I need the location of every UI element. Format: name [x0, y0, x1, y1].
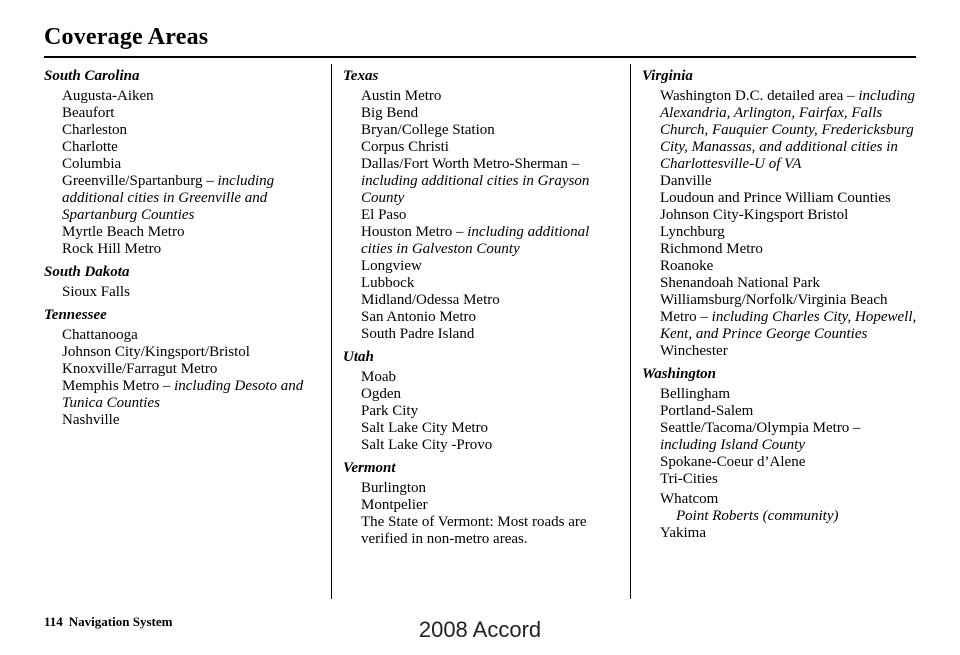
area-name: Rock Hill Metro [62, 241, 162, 257]
area-name: Augusta-Aiken [62, 88, 154, 104]
area-name: Yakima [660, 525, 706, 541]
coverage-area [343, 386, 621, 403]
coverage-area [44, 241, 322, 258]
coverage-area [343, 326, 621, 343]
area-name: Charleston [62, 122, 127, 138]
area-name: Whatcom [660, 491, 719, 507]
area-name: Williamsburg/Norfolk/Virginia Beach Metro – [660, 292, 888, 325]
coverage-area [642, 471, 920, 488]
area-note: including Alexandria, Arlington, Fairfax, Falls Church, Fauquier County, Fredericksburg City, Manassas, and additional cities in Charlottesville-U of VA [660, 88, 915, 172]
state-heading: Utah [343, 349, 374, 365]
area-name: Columbia [62, 156, 122, 172]
coverage-area [642, 275, 920, 292]
area-name: Memphis Metro – [62, 378, 175, 394]
coverage-area [343, 258, 621, 275]
area-name: Shenandoah National Park [660, 275, 820, 291]
watermark-text: 2008 Accord [418, 617, 542, 642]
page-number: 114 [44, 614, 63, 629]
area-name: Johnson City-Kingsport Bristol [660, 207, 849, 223]
coverage-area [343, 156, 621, 207]
area-name: Salt Lake City -Provo [361, 437, 493, 453]
sub-area: Point Roberts (community) [676, 508, 839, 524]
coverage-area [642, 454, 920, 471]
area-name: Portland-Salem [660, 403, 754, 419]
coverage-area [343, 497, 621, 514]
coverage-area [343, 275, 621, 292]
column-divider-2 [630, 64, 631, 599]
state-heading: Washington [642, 366, 716, 382]
area-name: Ogden [361, 386, 401, 402]
coverage-area [343, 420, 621, 437]
coverage-area [44, 412, 322, 429]
area-name: Sioux Falls [62, 284, 130, 300]
coverage-area [44, 173, 322, 224]
coverage-area [642, 224, 920, 241]
area-name: Moab [361, 369, 396, 385]
area-name: Roanoke [660, 258, 714, 274]
area-name: South Padre Island [361, 326, 475, 342]
coverage-area [642, 343, 920, 360]
coverage-area [642, 525, 920, 542]
coverage-area [44, 284, 322, 301]
coverage-area [343, 403, 621, 420]
area-name: Bryan/College Station [361, 122, 495, 138]
area-name: Richmond Metro [660, 241, 763, 257]
area-name: Bellingham [660, 386, 730, 402]
column-divider-1 [331, 64, 332, 599]
state-heading: Vermont [343, 460, 396, 476]
area-note: including additional cities in Greenville and Spartanburg Counties [62, 173, 275, 223]
coverage-area [343, 139, 621, 156]
coverage-area [642, 207, 920, 224]
area-name: Tri-Cities [660, 471, 718, 487]
column-1 [44, 68, 322, 429]
state-heading: Virginia [642, 68, 693, 84]
coverage-area [343, 105, 621, 122]
area-name: Nashville [62, 412, 120, 428]
coverage-area [642, 403, 920, 420]
area-note: including Charles City, Hopewell, Kent, and Prince George Counties [660, 309, 917, 342]
area-name: Austin Metro [361, 88, 442, 104]
area-name: Spokane-Coeur d’Alene [660, 454, 806, 470]
page-title: Coverage Areas [44, 24, 209, 50]
coverage-area [44, 122, 322, 139]
area-name: Salt Lake City Metro [361, 420, 489, 436]
area-name: Seattle/Tacoma/Olympia Metro – [660, 420, 861, 436]
coverage-area [44, 378, 322, 412]
coverage-area [642, 491, 920, 508]
footer-section: Navigation System [68, 614, 173, 629]
area-name: Houston Metro – [361, 224, 468, 240]
coverage-area [44, 344, 322, 361]
coverage-area [642, 420, 920, 454]
area-name: Longview [361, 258, 422, 274]
area-name: Corpus Christi [361, 139, 449, 155]
coverage-area [44, 327, 322, 344]
coverage-area [343, 207, 621, 224]
state-heading: South Carolina [44, 68, 140, 84]
coverage-area [642, 292, 920, 343]
coverage-area [642, 88, 920, 173]
area-name: Park City [361, 403, 419, 419]
coverage-area [343, 369, 621, 386]
area-name: Winchester [660, 343, 728, 359]
area-name: Charlotte [62, 139, 118, 155]
coverage-area [642, 173, 920, 190]
area-name: Loudoun and Prince William Counties [660, 190, 891, 206]
coverage-area [343, 88, 621, 105]
coverage-area [343, 224, 621, 258]
area-name: Greenville/Spartanburg – [62, 173, 218, 189]
area-name: Burlington [361, 480, 427, 496]
coverage-area [343, 437, 621, 454]
area-name: Danville [660, 173, 712, 189]
area-name: Chattanooga [62, 327, 138, 343]
area-name: San Antonio Metro [361, 309, 476, 325]
title-rule [44, 56, 916, 58]
state-heading: Tennessee [44, 307, 107, 323]
coverage-area [343, 514, 621, 548]
column-2 [343, 68, 621, 548]
area-note: including Island County [660, 437, 805, 453]
area-note: including additional cities in Grayson County [361, 173, 590, 206]
area-note: including additional cities in Galveston County [361, 224, 590, 257]
coverage-area [44, 88, 322, 105]
area-name: Dallas/Fort Worth Metro-Sherman – [361, 156, 580, 172]
coverage-area [343, 480, 621, 497]
area-name: The State of Vermont: Most roads are verified in non-metro areas. [361, 514, 587, 547]
coverage-area [343, 122, 621, 139]
coverage-area [642, 386, 920, 403]
state-heading: South Dakota [44, 264, 130, 280]
coverage-area [44, 156, 322, 173]
area-name: El Paso [361, 207, 407, 223]
area-name: Knoxville/Farragut Metro [62, 361, 218, 377]
coverage-area [44, 139, 322, 156]
coverage-area [44, 361, 322, 378]
area-note: including Desoto and Tunica Counties [62, 378, 304, 411]
area-name: Johnson City/Kingsport/Bristol [62, 344, 250, 360]
column-3 [642, 68, 920, 542]
area-name: Washington D.C. detailed area – [660, 88, 859, 104]
area-name: Midland/Odessa Metro [361, 292, 500, 308]
coverage-area [44, 224, 322, 241]
area-name: Myrtle Beach Metro [62, 224, 185, 240]
area-name: Montpelier [361, 497, 428, 513]
area-name: Big Bend [361, 105, 419, 121]
coverage-area [642, 190, 920, 207]
coverage-area [343, 292, 621, 309]
area-name: Lubbock [361, 275, 415, 291]
area-name: Lynchburg [660, 224, 725, 240]
state-heading: Texas [343, 68, 379, 84]
area-name: Beaufort [62, 105, 115, 121]
coverage-area [343, 309, 621, 326]
coverage-area [44, 105, 322, 122]
coverage-area [642, 258, 920, 275]
coverage-area [642, 241, 920, 258]
